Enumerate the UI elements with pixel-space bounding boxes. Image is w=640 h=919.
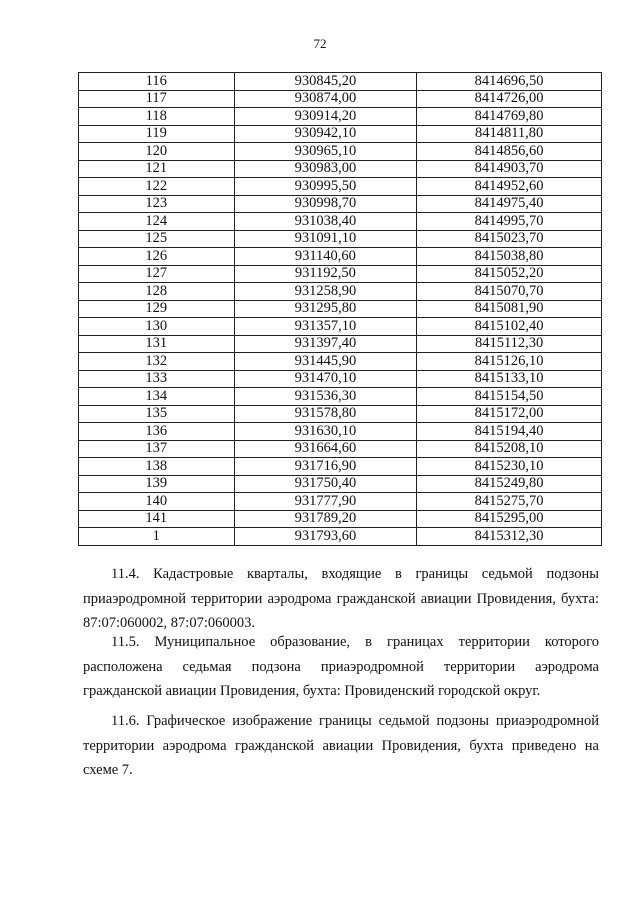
paragraph-text: 11.6. Графическое изображение границы седьмой подзоны приаэродромной территории аэродрома гражданской авиации Провидения, бухта приведено на схеме 7.	[83, 713, 599, 778]
coordinates-table-body	[79, 73, 602, 546]
table-row	[79, 90, 602, 108]
table-row	[79, 475, 602, 493]
table-row	[79, 528, 602, 546]
y-coordinate-cell: 8414726,00	[417, 90, 602, 108]
y-coordinate-cell: 8415172,00	[417, 405, 602, 423]
y-coordinate-cell: 8414975,40	[417, 195, 602, 213]
point-number-cell: 126	[79, 248, 235, 266]
point-number-cell: 119	[79, 125, 235, 143]
x-coordinate-cell: 930965,10	[234, 143, 417, 161]
table-row	[79, 265, 602, 283]
y-coordinate-cell: 8415208,10	[417, 440, 602, 458]
point-number-cell: 129	[79, 300, 235, 318]
y-coordinate-cell: 8415070,70	[417, 283, 602, 301]
point-number-cell: 123	[79, 195, 235, 213]
point-number-cell: 125	[79, 230, 235, 248]
y-coordinate-cell: 8415249,80	[417, 475, 602, 493]
table-row	[79, 423, 602, 441]
table-row	[79, 353, 602, 371]
x-coordinate-cell: 931578,80	[234, 405, 417, 423]
y-coordinate-cell: 8414696,50	[417, 73, 602, 91]
paragraph-11-6	[83, 709, 599, 783]
table-row	[79, 318, 602, 336]
point-number-cell: 136	[79, 423, 235, 441]
point-number-cell: 118	[79, 108, 235, 126]
point-number-cell: 132	[79, 353, 235, 371]
x-coordinate-cell: 931140,60	[234, 248, 417, 266]
y-coordinate-cell: 8415295,00	[417, 510, 602, 528]
x-coordinate-cell: 930995,50	[234, 178, 417, 196]
x-coordinate-cell: 930998,70	[234, 195, 417, 213]
y-coordinate-cell: 8415133,10	[417, 370, 602, 388]
y-coordinate-cell: 8415052,20	[417, 265, 602, 283]
point-number-cell: 131	[79, 335, 235, 353]
x-coordinate-cell: 931664,60	[234, 440, 417, 458]
paragraph-11-5	[83, 630, 599, 704]
table-row	[79, 370, 602, 388]
table-row	[79, 230, 602, 248]
table-row	[79, 458, 602, 476]
y-coordinate-cell: 8415312,30	[417, 528, 602, 546]
table-row	[79, 388, 602, 406]
y-coordinate-cell: 8414769,80	[417, 108, 602, 126]
x-coordinate-cell: 930914,20	[234, 108, 417, 126]
table-row	[79, 125, 602, 143]
x-coordinate-cell: 931789,20	[234, 510, 417, 528]
point-number-cell: 130	[79, 318, 235, 336]
x-coordinate-cell: 931536,30	[234, 388, 417, 406]
point-number-cell: 124	[79, 213, 235, 231]
table-row	[79, 283, 602, 301]
point-number-cell: 134	[79, 388, 235, 406]
table-row	[79, 335, 602, 353]
y-coordinate-cell: 8414952,60	[417, 178, 602, 196]
y-coordinate-cell: 8415230,10	[417, 458, 602, 476]
point-number-cell: 141	[79, 510, 235, 528]
x-coordinate-cell: 931716,90	[234, 458, 417, 476]
table-row	[79, 108, 602, 126]
x-coordinate-cell: 931445,90	[234, 353, 417, 371]
point-number-cell: 128	[79, 283, 235, 301]
y-coordinate-cell: 8415112,30	[417, 335, 602, 353]
y-coordinate-cell: 8415023,70	[417, 230, 602, 248]
x-coordinate-cell: 931295,80	[234, 300, 417, 318]
x-coordinate-cell: 930983,00	[234, 160, 417, 178]
y-coordinate-cell: 8414995,70	[417, 213, 602, 231]
table-row	[79, 405, 602, 423]
point-number-cell: 121	[79, 160, 235, 178]
y-coordinate-cell: 8415081,90	[417, 300, 602, 318]
point-number-cell: 117	[79, 90, 235, 108]
coordinates-table	[78, 72, 602, 546]
table-row	[79, 143, 602, 161]
y-coordinate-cell: 8415126,10	[417, 353, 602, 371]
point-number-cell: 138	[79, 458, 235, 476]
x-coordinate-cell: 931357,10	[234, 318, 417, 336]
table-row	[79, 248, 602, 266]
x-coordinate-cell: 931630,10	[234, 423, 417, 441]
x-coordinate-cell: 930874,00	[234, 90, 417, 108]
point-number-cell: 133	[79, 370, 235, 388]
table-row	[79, 213, 602, 231]
point-number-cell: 137	[79, 440, 235, 458]
table-row	[79, 73, 602, 91]
point-number-cell: 120	[79, 143, 235, 161]
table-row	[79, 493, 602, 511]
x-coordinate-cell: 931793,60	[234, 528, 417, 546]
table-row	[79, 510, 602, 528]
x-coordinate-cell: 931777,90	[234, 493, 417, 511]
point-number-cell: 139	[79, 475, 235, 493]
table-row	[79, 195, 602, 213]
paragraph-text: 11.5. Муниципальное образование, в границах территории которого расположена седьмая подзона приаэродромной территории аэродрома гражданской авиации Провидения, бухта: Провиденский городской округ.	[83, 634, 599, 699]
y-coordinate-cell: 8414856,60	[417, 143, 602, 161]
paragraph-text: 11.4. Кадастровые кварталы, входящие в границы седьмой подзоны приаэродромной территории аэродрома гражданской авиации Провидения, бухта: 87:07:060002, 87:07:060003.	[83, 566, 599, 631]
y-coordinate-cell: 8415275,70	[417, 493, 602, 511]
x-coordinate-cell: 931397,40	[234, 335, 417, 353]
x-coordinate-cell: 930845,20	[234, 73, 417, 91]
x-coordinate-cell: 931091,10	[234, 230, 417, 248]
point-number-cell: 1	[79, 528, 235, 546]
table-row	[79, 300, 602, 318]
point-number-cell: 116	[79, 73, 235, 91]
y-coordinate-cell: 8415154,50	[417, 388, 602, 406]
point-number-cell: 127	[79, 265, 235, 283]
point-number-cell: 122	[79, 178, 235, 196]
table-row	[79, 160, 602, 178]
x-coordinate-cell: 931470,10	[234, 370, 417, 388]
x-coordinate-cell: 931192,50	[234, 265, 417, 283]
table-row	[79, 178, 602, 196]
page-number: 72	[313, 36, 327, 51]
y-coordinate-cell: 8414811,80	[417, 125, 602, 143]
point-number-cell: 140	[79, 493, 235, 511]
table-row	[79, 440, 602, 458]
x-coordinate-cell: 931750,40	[234, 475, 417, 493]
y-coordinate-cell: 8415038,80	[417, 248, 602, 266]
x-coordinate-cell: 930942,10	[234, 125, 417, 143]
paragraph-11-4	[83, 562, 599, 636]
point-number-cell: 135	[79, 405, 235, 423]
y-coordinate-cell: 8414903,70	[417, 160, 602, 178]
x-coordinate-cell: 931038,40	[234, 213, 417, 231]
x-coordinate-cell: 931258,90	[234, 283, 417, 301]
y-coordinate-cell: 8415194,40	[417, 423, 602, 441]
y-coordinate-cell: 8415102,40	[417, 318, 602, 336]
